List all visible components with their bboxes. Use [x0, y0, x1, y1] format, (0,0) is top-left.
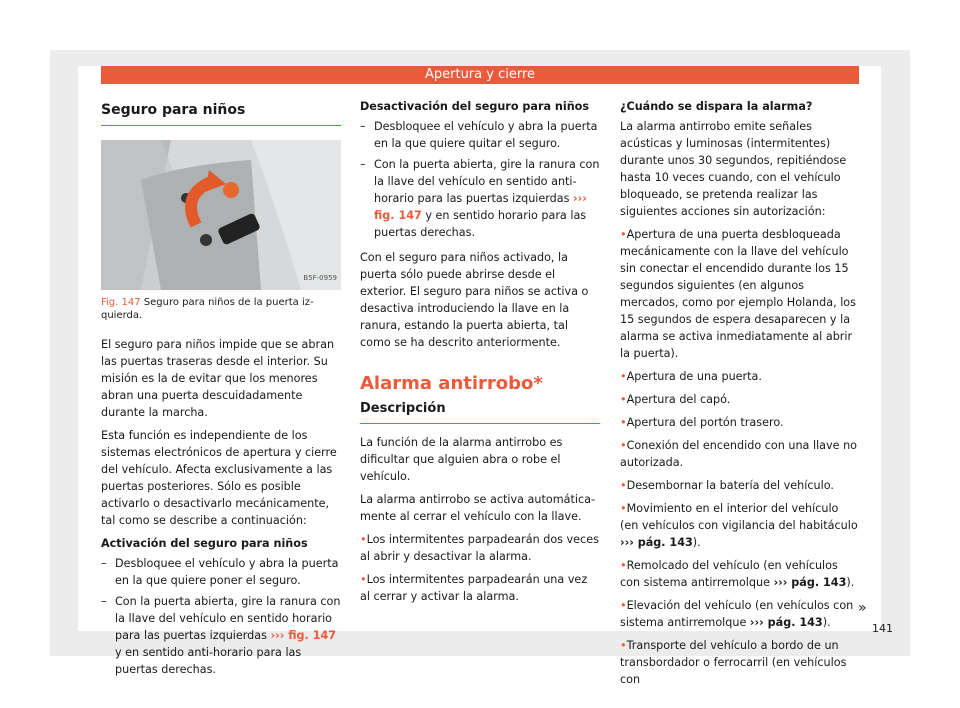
- paragraph: Esta función es independiente de los sistemas electrónicos de apertura y cierre del vehículo. Afecta exclusivamente a las puertas posteriores. Sólo es posible activarlo o desactivarlo mecánicamente, tal como se describe a continuación:: [101, 429, 337, 527]
- bullet-item: • Elevación del vehículo (en vehículos con sistema antirremolque ››› pág. 143).: [620, 597, 860, 631]
- dash-marker: –: [360, 120, 366, 133]
- bullet-item: • Remolcado del vehículo (en vehículos con sistema antirremolque ››› pág. 143).: [620, 557, 860, 591]
- step-item: [101, 555, 341, 589]
- paragraph: La alarma antirrobo emite señales acústicas y luminosas (intermitentes) durante unos 30 segundos, repitiéndose hasta 10 veces cuando, con el vehículo bloqueado, se pretenda realizar las siguientes acciones sin autorización:: [620, 120, 847, 218]
- page-number: 141: [872, 622, 893, 635]
- step-item: [360, 156, 600, 241]
- figure-caption: [101, 296, 341, 322]
- paragraph: El seguro para niños impide que se abran las puertas traseras desde el interior. Su misión es la de evitar que los menores abran una puerta descuidadamente durante la marcha.: [101, 338, 335, 419]
- column-1: [101, 98, 341, 682]
- paragraph: La alarma antirrobo se activa automáticamente al cerrar el vehículo con la llave.: [360, 493, 596, 523]
- bullet-item: • Apertura de una puerta.: [620, 368, 860, 385]
- bullet-item: • Conexión del encendido con una llave no autorizada.: [620, 437, 860, 471]
- bullet-item: • Movimiento en el interior del vehículo (en vehículos con vigilancia del habitáculo ››› pág. 143).: [620, 500, 860, 551]
- paragraph: Con el seguro para niños activado, la puerta sólo puede abrirse desde el exterior. El seguro para niños se activa o desactiva introduciendo la llave en la ranura, estando la puerta abierta, tal como se ha descrito anteriormente.: [360, 251, 589, 349]
- dash-marker: –: [101, 557, 107, 570]
- step-item: [101, 593, 341, 678]
- figure-code: B5F-0959: [303, 274, 337, 282]
- bullet-item: • Los intermitentes parpadearán una vez al cerrar y activar la alarma.: [360, 571, 600, 605]
- bullet-item: • Transporte del vehículo a bordo de un transbordador o ferrocarril (en vehículos con: [620, 637, 860, 688]
- page-reference-link[interactable]: ››› pág. 143: [773, 576, 847, 589]
- continue-marker: »: [858, 600, 867, 616]
- dash-marker: –: [360, 158, 366, 171]
- bullet-item: • Apertura del capó.: [620, 391, 860, 408]
- bullet-item: • Apertura del portón trasero.: [620, 414, 860, 431]
- bullet-item: • Apertura de una puerta desbloqueada mecánicamente con la llave del vehículo sin conectar el encendido durante los 15 segundos siguientes (en algunos mercados, como por ejemplo Holanda, los 15 segundos de espera desaparecen y la alarma se activa inmediatamente al abrir la puerta).: [620, 226, 860, 362]
- column-2: [360, 98, 600, 611]
- figure-label: Fig. 147: [101, 297, 141, 308]
- door-lock-illustration: [101, 140, 341, 290]
- subheading: Desactivación del seguro para niños: [360, 100, 590, 113]
- bullet-item: • Los intermitentes parpadearán dos veces al abrir y desactivar la alarma.: [360, 531, 600, 565]
- section-subheading: Descripción: [360, 398, 600, 424]
- paragraph: La función de la alarma antirrobo es dificultar que alguien abra o robe el vehículo.: [360, 436, 563, 483]
- column-3: [620, 98, 860, 694]
- step-text: Con la puerta abierta, gire la ranura con la llave del vehículo en sentido horario para las puertas izquierdas ››› fig. 147 y en sentido anti-horario para las puertas derechas.: [115, 595, 341, 676]
- step-text: Desbloquee el vehículo y abra la puerta en la que quiere poner el seguro.: [115, 557, 339, 587]
- step-item: [360, 118, 600, 152]
- chapter-header: Apertura y cierre: [101, 66, 859, 84]
- figure-reference-link[interactable]: ››› fig. 147: [374, 192, 587, 222]
- figure-reference-link[interactable]: ››› fig. 147: [270, 629, 337, 642]
- bullet-item: • Desembornar la batería del vehículo.: [620, 477, 860, 494]
- section-title: Seguro para niños: [101, 98, 341, 126]
- page-reference-link[interactable]: ››› pág. 143: [620, 536, 693, 549]
- step-text: Con la puerta abierta, gire la ranura con la llave del vehículo en sentido anti-horario para las puertas izquierdas ››› fig. 147 y en sentido horario para las puertas derechas.: [374, 158, 600, 239]
- subheading: Activación del seguro para niños: [101, 537, 308, 550]
- figure-image: [101, 140, 341, 290]
- page-reference-link[interactable]: ››› pág. 143: [749, 616, 823, 629]
- subheading: ¿Cuándo se dispara la alarma?: [620, 100, 813, 113]
- section-heading: Alarma antirrobo*: [360, 373, 543, 394]
- step-text: Desbloquee el vehículo y abra la puerta en la que quiere quitar el seguro.: [374, 120, 598, 150]
- dash-marker: –: [101, 595, 107, 608]
- figure-caption-text: Seguro para niños de la puerta izquierda.: [101, 297, 314, 321]
